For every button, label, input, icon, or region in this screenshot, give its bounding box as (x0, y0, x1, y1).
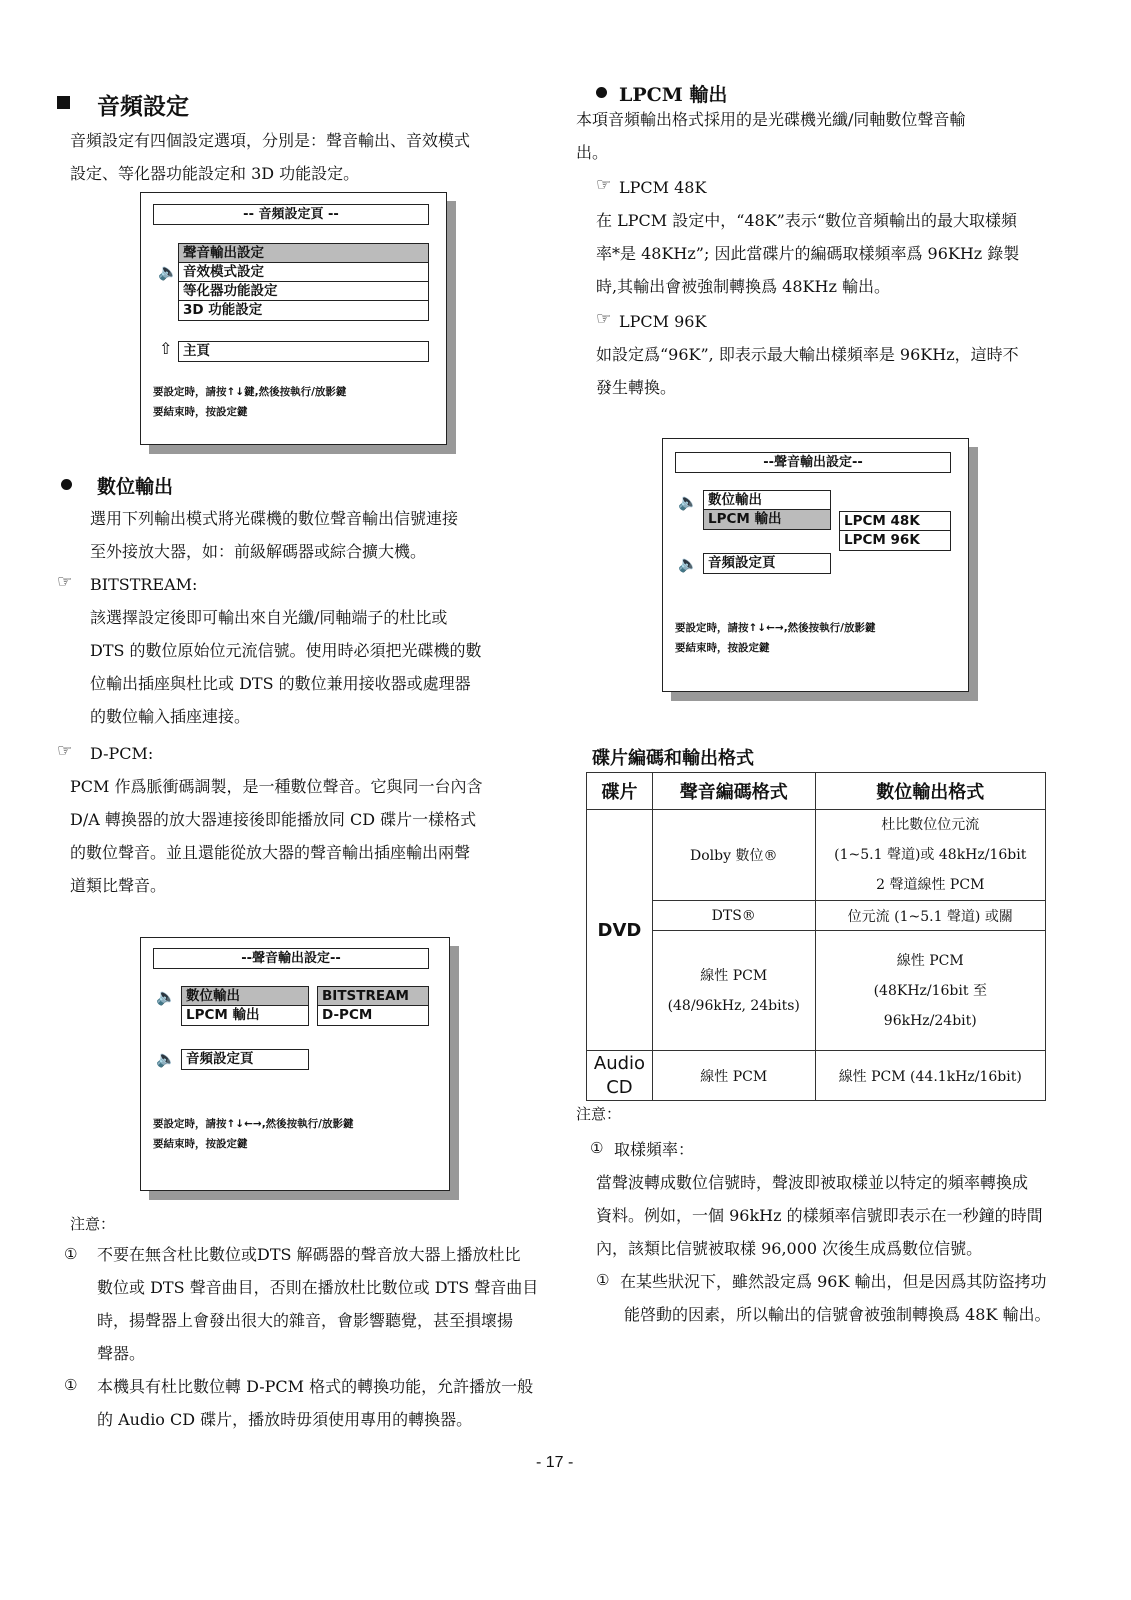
speaker-icon: 🔈 (678, 554, 698, 573)
bitstream-line-4: 的數位輸入插座連接。 (90, 707, 251, 726)
up-arrow-icon: ⇧ (159, 339, 173, 358)
pointing-hand-icon: ☞ (596, 175, 612, 195)
menu-hint-1: 要設定時，請按↑↓←→,然後按執行/放影鍵 (675, 622, 876, 634)
lpcm-line-2: 出。 (576, 143, 609, 162)
menu-item-digital-output[interactable]: 數位輸出 (182, 987, 308, 1006)
menu-hint-1: 要設定時，請按↑↓鍵,然後按執行/放影鍵 (153, 386, 347, 398)
back-item-box (703, 553, 831, 574)
menu-item-audio-setup[interactable]: 音頻設定頁 (186, 1051, 254, 1067)
bitstream-label: BITSTREAM: (90, 575, 198, 594)
circled-number-icon: ① (596, 1271, 610, 1289)
menu-item-3d[interactable]: 3D 功能設定 (183, 302, 263, 318)
bitstream-line-1: 該選擇設定後即可輸出來自光纖/同軸端子的杜比或 (90, 608, 448, 627)
menu-item-lpcm-output[interactable]: LPCM 輸出 (704, 510, 830, 529)
speaker-icon: 🔈 (156, 987, 176, 1006)
header-output: 數位輸出格式 (815, 773, 1045, 810)
menu-item-sound-mode[interactable]: 音效模式設定 (179, 263, 428, 282)
speaker-icon: 🔈 (158, 262, 178, 281)
note1-line-4: 聲器。 (97, 1344, 146, 1363)
cell-dolby-output (815, 810, 1045, 901)
menu-title: --聲音輸出設定-- (675, 452, 951, 473)
option-lpcm-48k[interactable]: LPCM 48K (840, 512, 950, 531)
lpcm96-line-1: 如設定爲“96K”, 即表示最大輸出樣頻率是 96KHz，這時不 (596, 345, 1019, 364)
cell-cd-output: 線性 PCM (44.1kHz/16bit) (815, 1051, 1045, 1101)
menu-hint-2: 要結束時，按設定鍵 (153, 1138, 248, 1150)
sound-output-menu-bitstream (140, 937, 450, 1191)
pointing-hand-icon: ☞ (57, 741, 73, 761)
cell-line: CD (606, 1076, 633, 1098)
speaker-icon: 🔈 (678, 492, 698, 511)
note1-line-1: 當聲波轉成數位信號時，聲波即被取樣並以特定的頻率轉換成 (596, 1173, 1029, 1192)
cell-line: (1~5.1 聲道)或 48kHz/16bit (834, 847, 1027, 863)
cell-lpcm-output (815, 931, 1045, 1051)
intro-line-1: 音頻設定有四個設定選項，分別是：聲音輸出、音效模式 (70, 131, 471, 150)
digital-line-2: 至外接放大器，如：前級解碼器或綜合擴大機。 (90, 542, 427, 561)
menu-item-home[interactable]: 主頁 (183, 343, 210, 359)
cell-line: 96kHz/24bit) (883, 1012, 977, 1029)
page-number: - 17 - (536, 1454, 574, 1471)
digital-output-title: 數位輸出 (97, 476, 174, 498)
circled-number-icon: ① (64, 1245, 78, 1263)
note1-title: 取樣頻率： (614, 1140, 695, 1159)
pointing-hand-icon: ☞ (596, 309, 612, 329)
format-table (586, 772, 1046, 1101)
lpcm-title: LPCM 輸出 (619, 84, 728, 106)
cell-dts: DTS® (652, 901, 815, 931)
home-item-box (178, 341, 429, 362)
cell-line: 線性 PCM (700, 967, 768, 984)
audio-setup-menu (140, 192, 447, 445)
dpcm-label: D-PCM: (90, 744, 154, 763)
circled-number-icon: ① (64, 1376, 78, 1394)
lpcm-line-1: 本項音頻輸出格式採用的是光碟機光纖/同軸數位聲音輸 (576, 110, 966, 129)
lpcm48-line-2: 率*是 48KHz”; 因此當碟片的編碼取樣頻率爲 96KHz 錄製 (596, 244, 1020, 263)
note2-line-2: 能啓動的因素，所以輸出的信號會被強制轉換爲 48K 輸出。 (624, 1305, 1051, 1324)
dpcm-line-3: 的數位聲音。並且還能從放大器的聲音輸出插座輸出兩聲 (70, 843, 471, 862)
menu-item-list (178, 243, 429, 321)
cell-dts-output: 位元流 (1~5.1 聲道) 或關 (815, 901, 1045, 931)
note2-line-2: 的 Audio CD 碟片，播放時毋須使用專用的轉換器。 (97, 1410, 473, 1429)
cell-line: (48KHz/16bit 至 (873, 982, 987, 999)
bitstream-line-2: DTS 的數位原始位元流信號。使用時必須把光碟機的數 (90, 641, 482, 660)
cell-line: Audio (593, 1052, 646, 1074)
pointing-hand-icon: ☞ (57, 572, 73, 592)
cell-line: 2 聲道線性 PCM (876, 877, 985, 893)
menu-item-lpcm-output[interactable]: LPCM 輸出 (186, 1007, 260, 1023)
intro-line-2: 設定、等化器功能設定和 3D 功能設定。 (70, 164, 360, 183)
option-bitstream[interactable]: BITSTREAM (318, 987, 428, 1006)
menu-item-audio-setup[interactable]: 音頻設定頁 (708, 555, 776, 571)
cell-line: 線性 PCM (896, 952, 964, 969)
cell-dolby: Dolby 數位® (652, 810, 815, 901)
note2-line-1: 在某些狀況下，雖然設定爲 96K 輸出，但是因爲其防盜拷功 (620, 1272, 1047, 1291)
dpcm-line-1: PCM 作爲脈衝碼調製，是一種數位聲音。它與同一台內含 (70, 777, 483, 796)
menu-item-list (703, 490, 831, 530)
lpcm48-label: LPCM 48K (619, 178, 707, 197)
option-list (317, 986, 429, 1026)
note1-line-1: 不要在無含杜比數位或DTS 解碼器的聲音放大器上播放杜比 (97, 1245, 521, 1264)
sound-output-menu-lpcm (662, 438, 969, 692)
lpcm96-label: LPCM 96K (619, 312, 707, 331)
table-title: 碟片編碼和輸出格式 (592, 748, 754, 769)
header-disc: 碟片 (587, 773, 653, 810)
note-label: 注意： (576, 1105, 622, 1123)
speaker-icon: 🔈 (156, 1049, 176, 1068)
note1-line-2: 資料。例如，一個 96kHz 的樣頻率信號即表示在一秒鐘的時間 (596, 1206, 1043, 1225)
back-item-box (181, 1049, 309, 1070)
cell-dvd: DVD (587, 810, 653, 1051)
square-bullet-icon (57, 96, 70, 109)
option-lpcm-96k[interactable]: LPCM 96K (844, 532, 920, 548)
round-bullet-icon (61, 479, 72, 490)
note1-line-3: 內，該類比信號被取樣 96,000 次後生成爲數位信號。 (596, 1239, 983, 1258)
round-bullet-icon (596, 87, 607, 98)
digital-line-1: 選用下列輸出模式將光碟機的數位聲音輸出信號連接 (90, 509, 459, 528)
menu-item-equalizer[interactable]: 等化器功能設定 (179, 282, 428, 301)
note2-line-1: 本機具有杜比數位轉 D-PCM 格式的轉換功能，允許播放一般 (97, 1377, 534, 1396)
section-title: 音頻設定 (97, 94, 189, 120)
cell-line: (48/96kHz, 24bits) (667, 997, 800, 1014)
cell-audio-cd (587, 1051, 653, 1101)
cell-line: 杜比數位位元流 (881, 817, 980, 833)
circled-number-icon: ① (590, 1139, 604, 1157)
menu-title: --聲音輸出設定-- (153, 948, 429, 969)
menu-title: -- 音頻設定頁 -- (153, 204, 429, 225)
dpcm-line-2: D/A 轉換器的放大器連接後即能播放同 CD 碟片一樣格式 (70, 810, 477, 829)
dpcm-line-4: 道類比聲音。 (70, 876, 167, 895)
menu-hint-1: 要設定時，請按↑↓←→,然後按執行/放影鍵 (153, 1118, 354, 1130)
lpcm96-line-2: 發生轉換。 (596, 378, 677, 397)
lpcm48-line-3: 時,其輸出會被強制轉換爲 48KHz 輸出。 (596, 277, 890, 296)
option-list (839, 511, 951, 551)
menu-item-digital-output[interactable]: 數位輸出 (704, 491, 830, 510)
menu-hint-2: 要結束時，按設定鍵 (675, 642, 770, 654)
menu-hint-2: 要結束時，按設定鍵 (153, 406, 248, 418)
menu-item-sound-output[interactable]: 聲音輸出設定 (179, 244, 428, 263)
note1-line-3: 時，揚聲器上會發出很大的雜音，會影響聽覺，甚至損壞揚 (97, 1311, 514, 1330)
bitstream-line-3: 位輸出插座與杜比或 DTS 的數位兼用接收器或處理器 (90, 674, 471, 693)
menu-item-list (181, 986, 309, 1026)
cell-cd-format: 線性 PCM (652, 1051, 815, 1101)
option-dpcm[interactable]: D-PCM (322, 1007, 373, 1023)
lpcm48-line-1: 在 LPCM 設定中，“48K”表示“數位音頻輸出的最大取樣頻 (596, 211, 1018, 230)
note-label: 注意： (70, 1215, 116, 1233)
header-encoding: 聲音編碼格式 (652, 773, 815, 810)
note1-line-2: 數位或 DTS 聲音曲目，否則在播放杜比數位或 DTS 聲音曲目 (97, 1278, 539, 1297)
cell-lpcm (652, 931, 815, 1051)
